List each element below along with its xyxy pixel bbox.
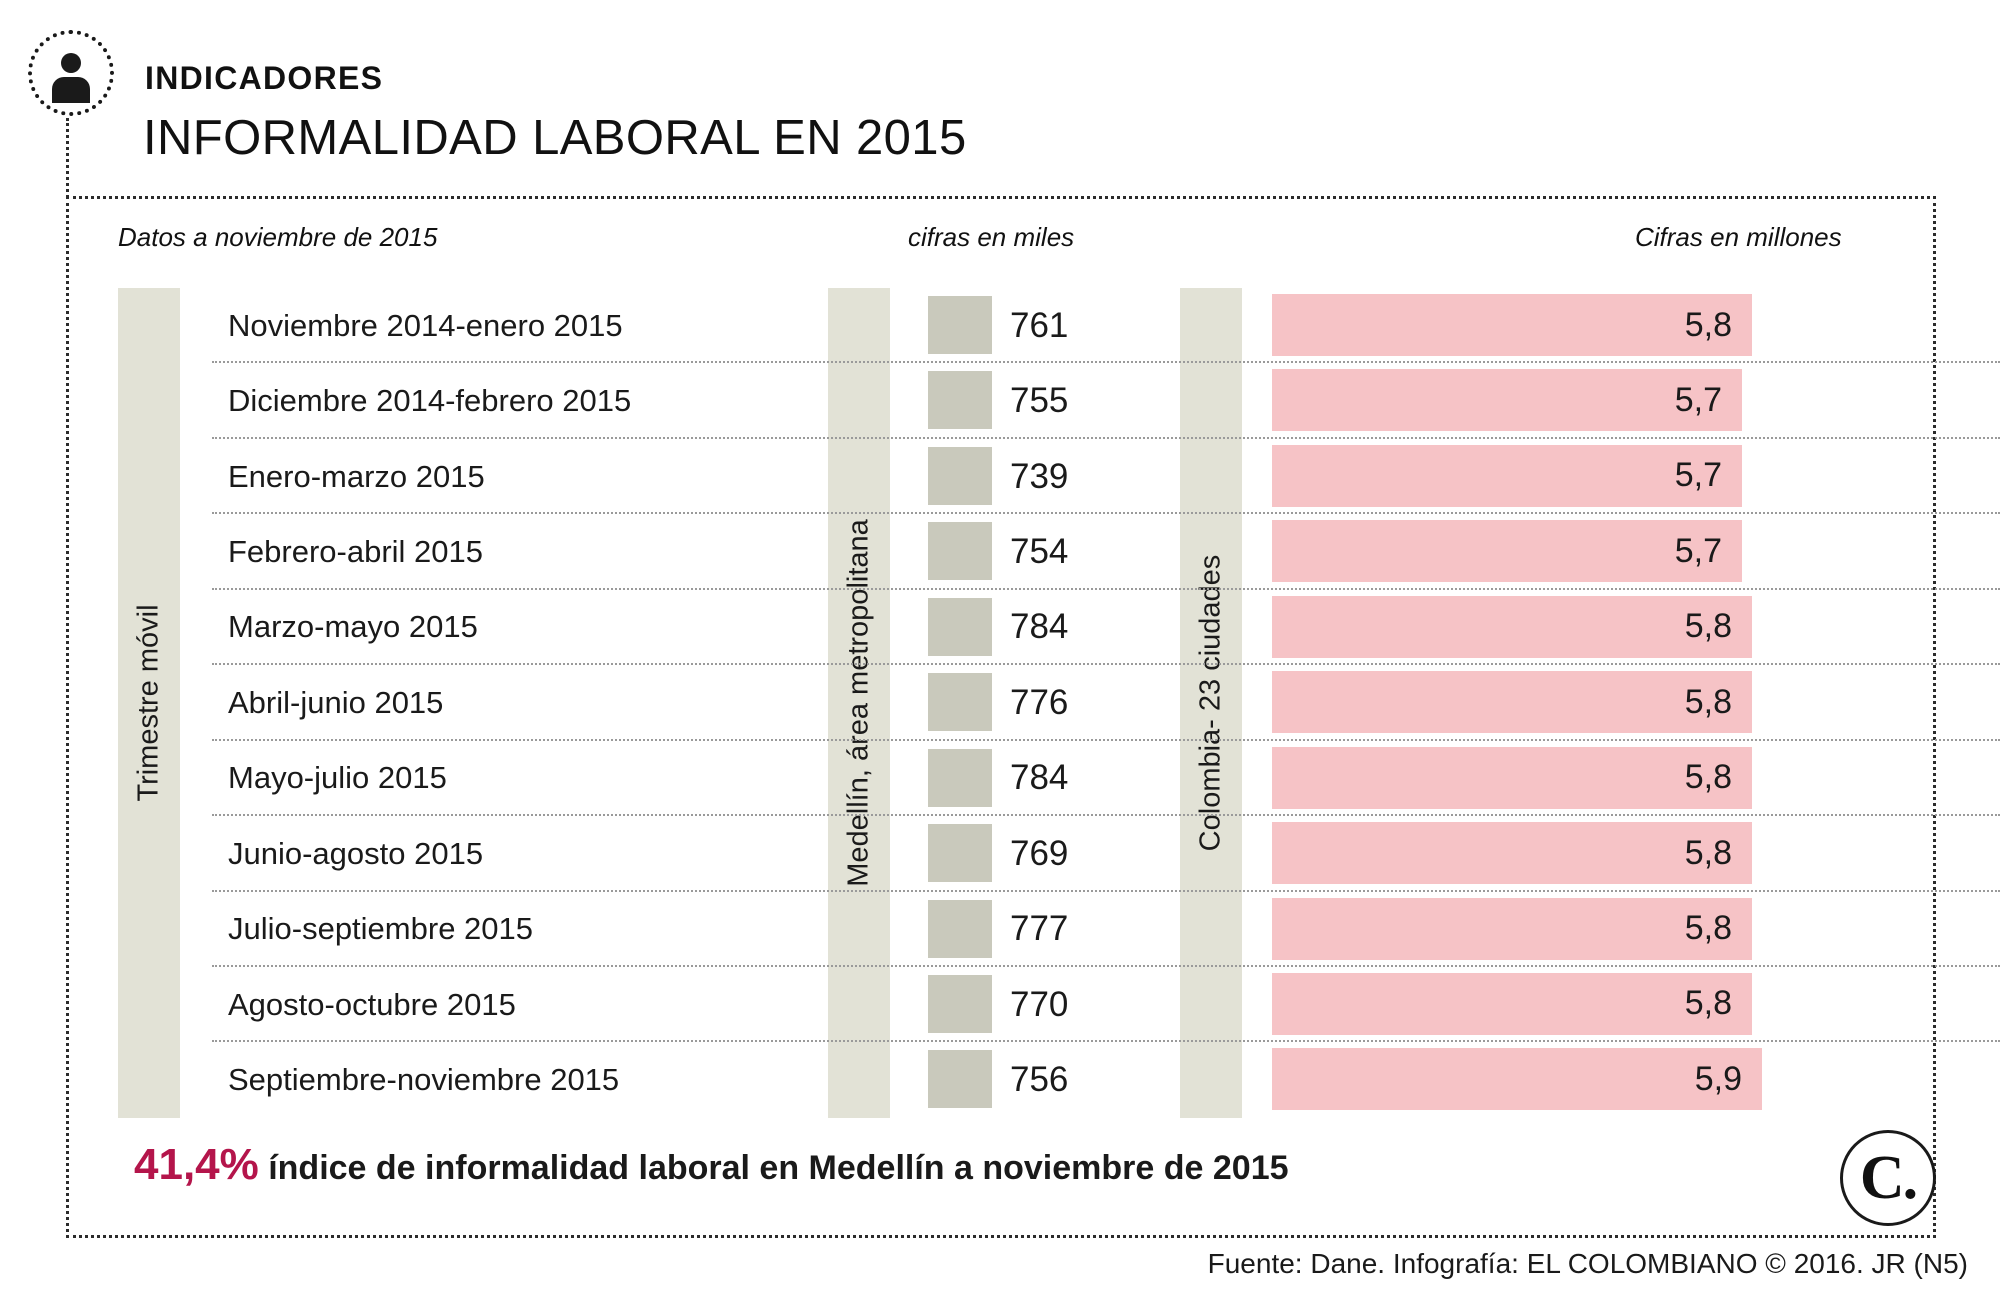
table-row bbox=[0, 288, 2000, 363]
medellin-marker bbox=[928, 673, 992, 731]
kicker-label: INDICADORES bbox=[145, 60, 384, 96]
table-row bbox=[0, 892, 2000, 967]
colombia-bar: 5,7 bbox=[1272, 520, 1742, 582]
table-row bbox=[0, 439, 2000, 514]
highlight-percent: 41,4% bbox=[134, 1140, 259, 1189]
medellin-value: 756 bbox=[1010, 1060, 1069, 1100]
table-row bbox=[0, 363, 2000, 438]
axis-label-medellin-text: Medellín, área metropolitana bbox=[842, 519, 875, 887]
highlight-text: índice de informalidad laboral en Medellín a noviembre de 2015 bbox=[258, 1149, 1289, 1187]
colombia-bar: 5,8 bbox=[1272, 671, 1752, 733]
medellin-value: 739 bbox=[1010, 456, 1069, 496]
medellin-value: 776 bbox=[1010, 682, 1069, 722]
row-period-label: Mayo-julio 2015 bbox=[228, 760, 447, 796]
caption-right: Cifras en millones bbox=[1635, 222, 1842, 252]
person-icon-head bbox=[61, 53, 81, 73]
medellin-marker bbox=[928, 900, 992, 958]
medellin-value: 777 bbox=[1010, 909, 1069, 949]
row-period-label: Agosto-octubre 2015 bbox=[228, 986, 516, 1022]
axis-label-trimestre-text: Trimestre móvil bbox=[132, 604, 165, 802]
medellin-marker bbox=[928, 296, 992, 354]
table-row bbox=[0, 816, 2000, 891]
medellin-value: 784 bbox=[1010, 758, 1069, 798]
colombia-bar: 5,8 bbox=[1272, 596, 1752, 658]
medellin-value: 754 bbox=[1010, 532, 1069, 572]
table-row bbox=[0, 967, 2000, 1042]
highlight-annotation bbox=[134, 1140, 1289, 1190]
medellin-marker bbox=[928, 1050, 992, 1108]
header bbox=[0, 0, 2000, 190]
colombia-bar: 5,9 bbox=[1272, 1048, 1762, 1110]
medellin-marker bbox=[928, 522, 992, 580]
medellin-value: 784 bbox=[1010, 607, 1069, 647]
medellin-marker bbox=[928, 598, 992, 656]
table-row bbox=[0, 590, 2000, 665]
table-row bbox=[0, 514, 2000, 589]
medellin-marker bbox=[928, 371, 992, 429]
caption-middle: cifras en miles bbox=[908, 222, 1075, 252]
axis-label-colombia-text: Colombia- 23 ciudades bbox=[1194, 554, 1227, 852]
row-period-label: Diciembre 2014-febrero 2015 bbox=[228, 383, 632, 419]
medellin-marker bbox=[928, 975, 992, 1033]
medellin-value: 769 bbox=[1010, 833, 1069, 873]
table-row bbox=[0, 741, 2000, 816]
colombia-bar: 5,8 bbox=[1272, 747, 1752, 809]
row-period-label: Enero-marzo 2015 bbox=[228, 458, 485, 494]
medellin-value: 770 bbox=[1010, 984, 1069, 1024]
table-row bbox=[0, 1042, 2000, 1117]
medellin-value: 755 bbox=[1010, 381, 1069, 421]
data-rows bbox=[0, 288, 2000, 1118]
caption-left: Datos a noviembre de 2015 bbox=[118, 222, 438, 252]
medellin-marker bbox=[928, 824, 992, 882]
row-period-label: Noviembre 2014-enero 2015 bbox=[228, 307, 623, 343]
person-icon-body bbox=[52, 77, 90, 103]
medellin-marker bbox=[928, 749, 992, 807]
colombia-bar: 5,8 bbox=[1272, 294, 1752, 356]
row-period-label: Junio-agosto 2015 bbox=[228, 835, 484, 871]
medellin-value: 761 bbox=[1010, 305, 1069, 345]
colombia-bar: 5,7 bbox=[1272, 369, 1742, 431]
row-period-label: Septiembre-noviembre 2015 bbox=[228, 1062, 620, 1098]
table-row bbox=[0, 665, 2000, 740]
row-period-label: Julio-septiembre 2015 bbox=[228, 911, 534, 947]
colombia-bar: 5,8 bbox=[1272, 973, 1752, 1035]
row-period-label: Febrero-abril 2015 bbox=[228, 534, 484, 570]
row-period-label: Abril-junio 2015 bbox=[228, 684, 444, 720]
publisher-logo: C. bbox=[1840, 1130, 1936, 1226]
page-title: INFORMALIDAD LABORAL EN 2015 bbox=[143, 111, 967, 165]
colombia-bar: 5,8 bbox=[1272, 822, 1752, 884]
row-period-label: Marzo-mayo 2015 bbox=[228, 609, 478, 645]
person-icon bbox=[28, 30, 114, 116]
colombia-bar: 5,7 bbox=[1272, 445, 1742, 507]
medellin-marker bbox=[928, 447, 992, 505]
frame-connector bbox=[66, 118, 69, 198]
colombia-bar: 5,8 bbox=[1272, 898, 1752, 960]
source-note: Fuente: Dane. Infografía: EL COLOMBIANO © 2016. JR (N5) bbox=[1207, 1248, 1968, 1279]
